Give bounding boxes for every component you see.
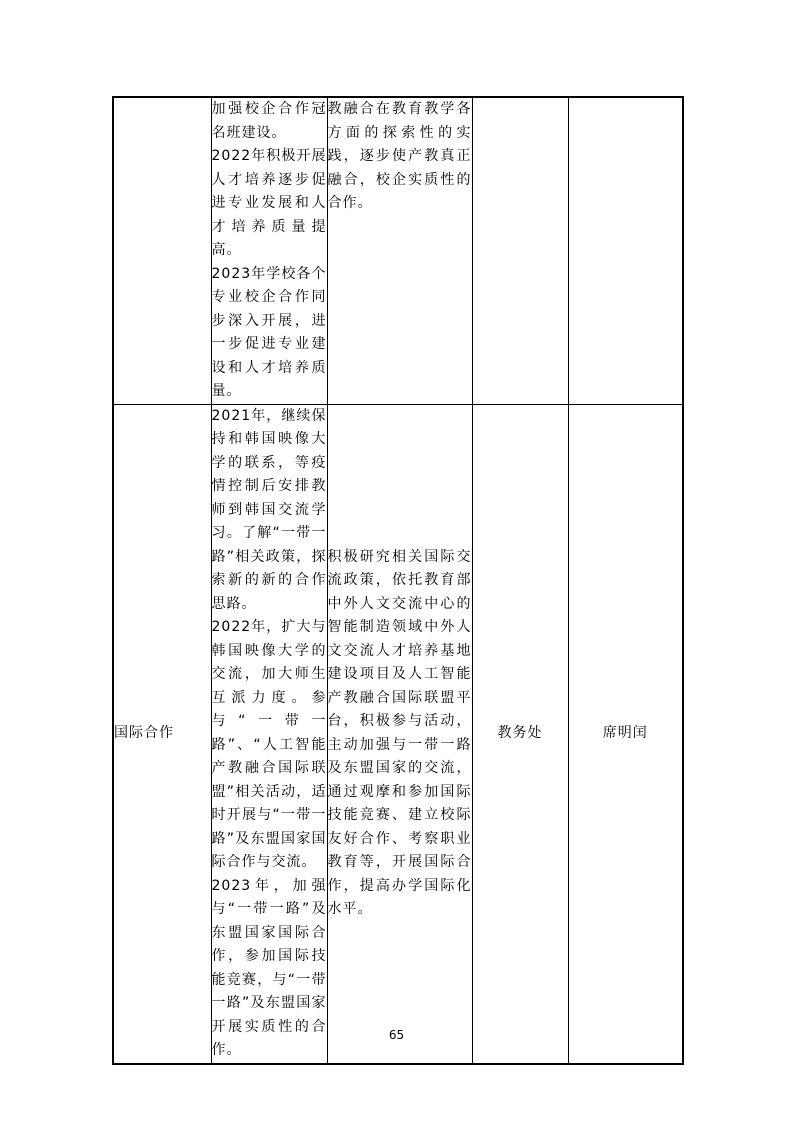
person-cell — [568, 404, 683, 1064]
measures-text: 教融合在教育教学各方面的探索性的实践，逐步使产教真正融合，校企实质性的合作。 — [327, 101, 472, 211]
plan-table — [112, 96, 684, 1065]
department-label: 教务处 — [497, 724, 543, 741]
goal-paragraph: 2023年学校各个专业校企合作同步深入开展，进一步促进专业建设和人才培养质量。 — [211, 265, 327, 399]
measures-cell — [327, 404, 472, 1064]
goal-paragraph: 2021年，继续保持和韩国映像大学的联系，等疫情控制后安排教师到韩国交流学习。了解“一带一路”相关政策，探索新的新的合作思路。 — [211, 407, 327, 612]
category-cell — [113, 404, 211, 1064]
person-label: 席明闰 — [602, 724, 648, 741]
goal-paragraph: 加强校企合作冠名班建设。 — [211, 101, 327, 141]
department-cell — [472, 97, 568, 404]
goal-paragraph: 2022年，扩大与韩国映像大学的交流，加大师生互派力度。参与“一带一路”、“人工智能产教融合国际联盟”相关活动，适时开展与“一带一路”及东盟国家国际合作与交流。 — [211, 619, 327, 870]
table-row — [113, 97, 683, 404]
page-number: 65 — [388, 1028, 405, 1042]
annual-goals-cell — [211, 404, 327, 1064]
goal-paragraph: 2022年积极开展人才培养逐步促进专业发展和人才培养质量提高。 — [211, 148, 327, 258]
annual-goals-cell — [211, 97, 327, 404]
department-cell — [472, 404, 568, 1064]
person-cell — [568, 97, 683, 404]
category-cell — [113, 97, 211, 404]
goal-paragraph: 2023年，加强与“一带一路”及东盟国家国际合作，参加国际技能竞赛，与“一带一路”及东盟国家开展实质性的合作。 — [211, 877, 327, 1058]
table-row — [113, 404, 683, 1064]
measures-cell — [327, 97, 472, 404]
measures-text: 积极研究相关国际交流政策，依托教育部中外人文交流中心的智能制造领域中外人文交流人才培养基地建设项目及人工智能产教融合国际联盟平台，积极参与活动，主动加强与一带一路及东盟国家的交流，通过观摩和参加国际技能竞赛、建立校际友好合作、考察职业教育等，开展国际合作，提高办学国际化水平。 — [327, 548, 472, 917]
category-label: 国际合作 — [114, 724, 174, 741]
